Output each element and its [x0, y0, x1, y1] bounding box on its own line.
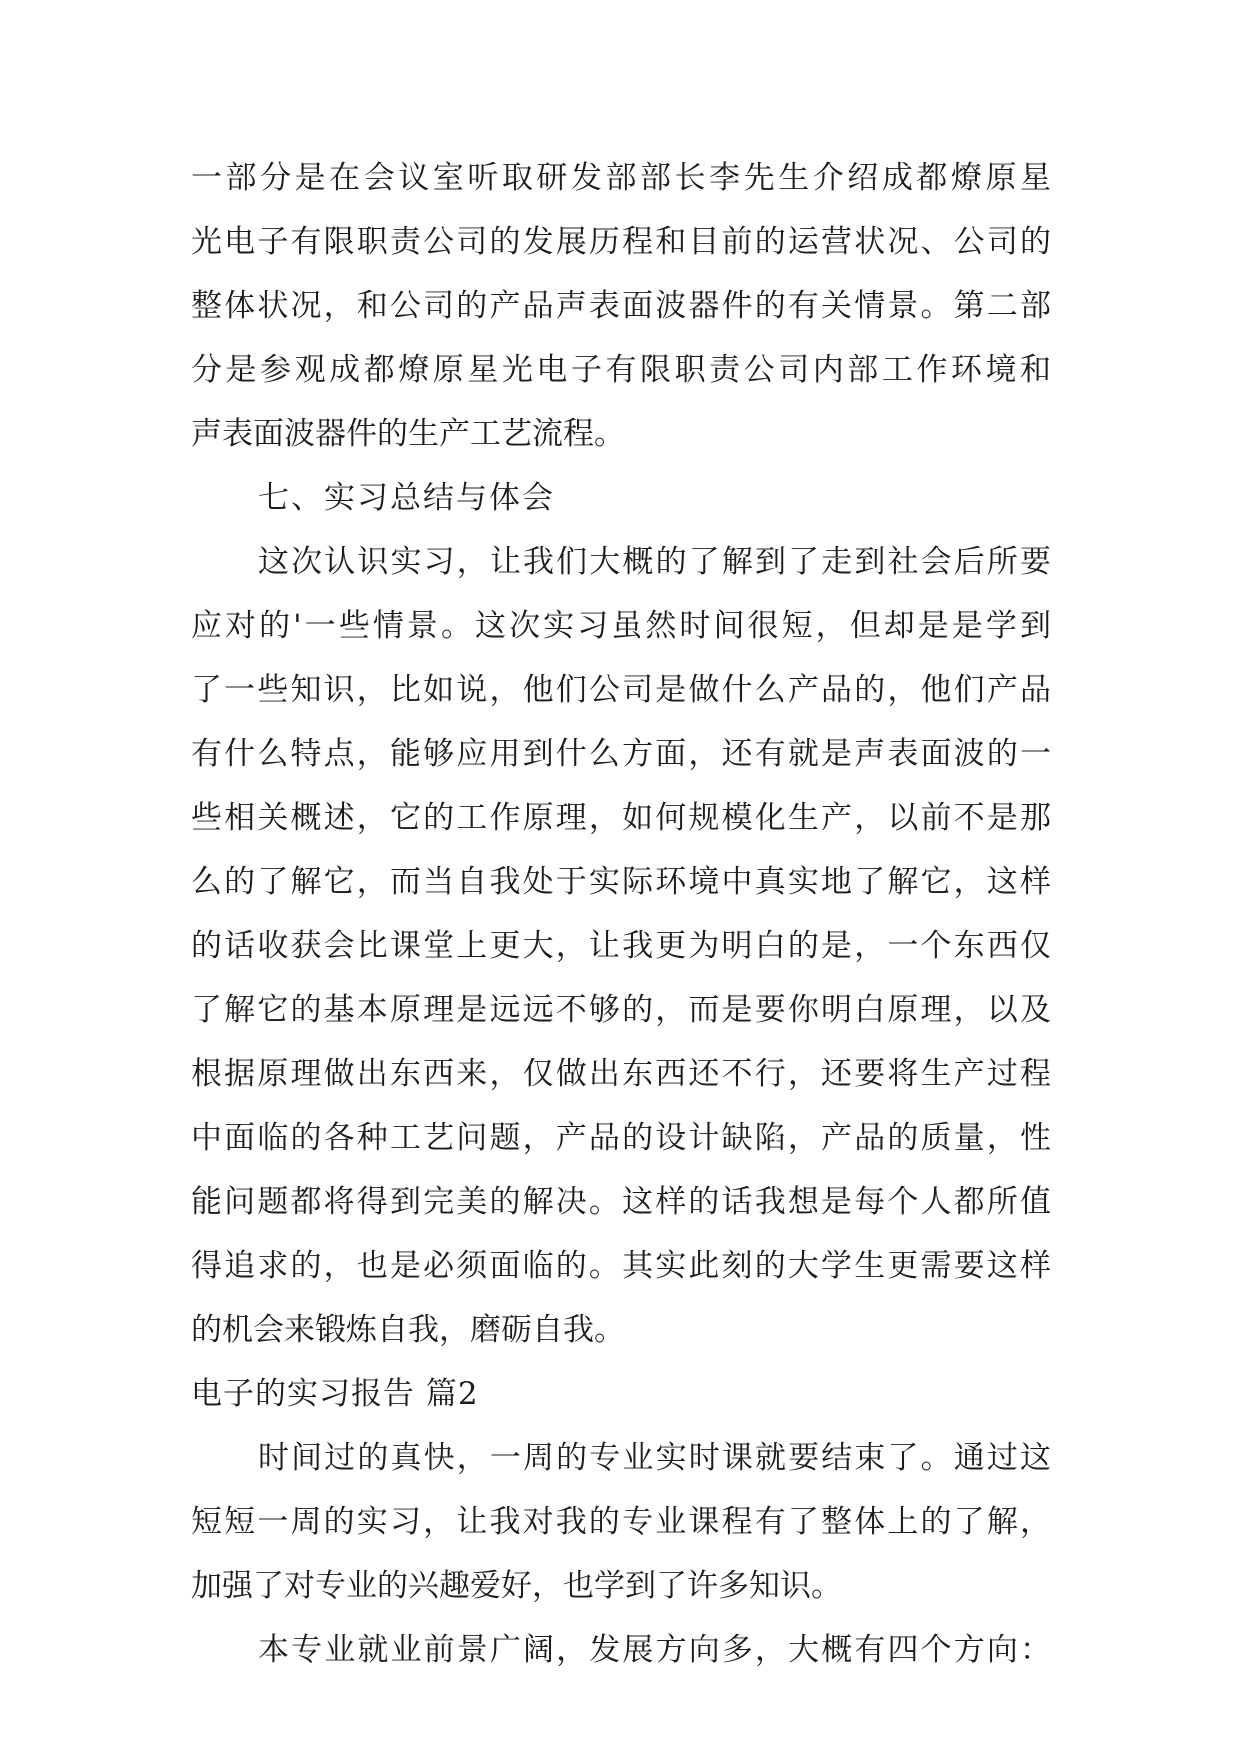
paragraph-line: 本专业就业前景广阔，发展方向多，大概有四个方向：: [258, 1632, 1051, 1668]
paragraph-line: 中面临的各种工艺问题，产品的设计缺陷，产品的质量，性: [191, 1120, 1051, 1156]
paragraph-line: 得追求的，也是必须面临的。其实此刻的大学生更需要这样: [191, 1248, 1051, 1284]
article-title: 电子的实习报告 篇2: [191, 1376, 479, 1412]
paragraph-line: 的机会来锻炼自我，磨砺自我。: [191, 1312, 625, 1348]
paragraph-line: 光电子有限职责公司的发展历程和目前的运营状况、公司的: [191, 224, 1051, 260]
paragraph-line: 声表面波器件的生产工艺流程。: [191, 416, 625, 452]
paragraph-line: 整体状况，和公司的产品声表面波器件的有关情景。第二部: [191, 288, 1051, 324]
paragraph-line: 些相关概述，它的工作原理，如何规模化生产，以前不是那: [191, 800, 1051, 836]
paragraph-line: 一部分是在会议室听取研发部部长李先生介绍成都燎原星: [191, 160, 1051, 196]
paragraph-line: 这次认识实习，让我们大概的了解到了走到社会后所要: [258, 544, 1051, 580]
paragraph-line: 短短一周的实习，让我对我的专业课程有了整体上的了解，: [191, 1504, 1051, 1540]
paragraph-line: 么的了解它，而当自我处于实际环境中真实地了解它，这样: [191, 864, 1051, 900]
paragraph-line: 能问题都将得到完美的解决。这样的话我想是每个人都所值: [191, 1184, 1051, 1220]
paragraph-line: 了一些知识，比如说，他们公司是做什么产品的，他们产品: [191, 672, 1051, 708]
paragraph-line: 加强了对专业的兴趣爱好，也学到了许多知识。: [191, 1568, 842, 1604]
paragraph-line: 应对的'一些情景。这次实习虽然时间很短，但却是是学到: [191, 608, 1051, 644]
section-heading: 七、实习总结与体会: [258, 480, 555, 516]
paragraph-line: 的话收获会比课堂上更大，让我更为明白的是，一个东西仅: [191, 928, 1051, 964]
paragraph-line: 时间过的真快，一周的专业实时课就要结束了。通过这: [258, 1440, 1051, 1476]
paragraph-line: 有什么特点，能够应用到什么方面，还有就是声表面波的一: [191, 736, 1051, 772]
paragraph-line: 根据原理做出东西来，仅做出东西还不行，还要将生产过程: [191, 1056, 1051, 1092]
paragraph-line: 了解它的基本原理是远远不够的，而是要你明白原理，以及: [191, 992, 1051, 1028]
paragraph-line: 分是参观成都燎原星光电子有限职责公司内部工作环境和: [191, 352, 1051, 388]
